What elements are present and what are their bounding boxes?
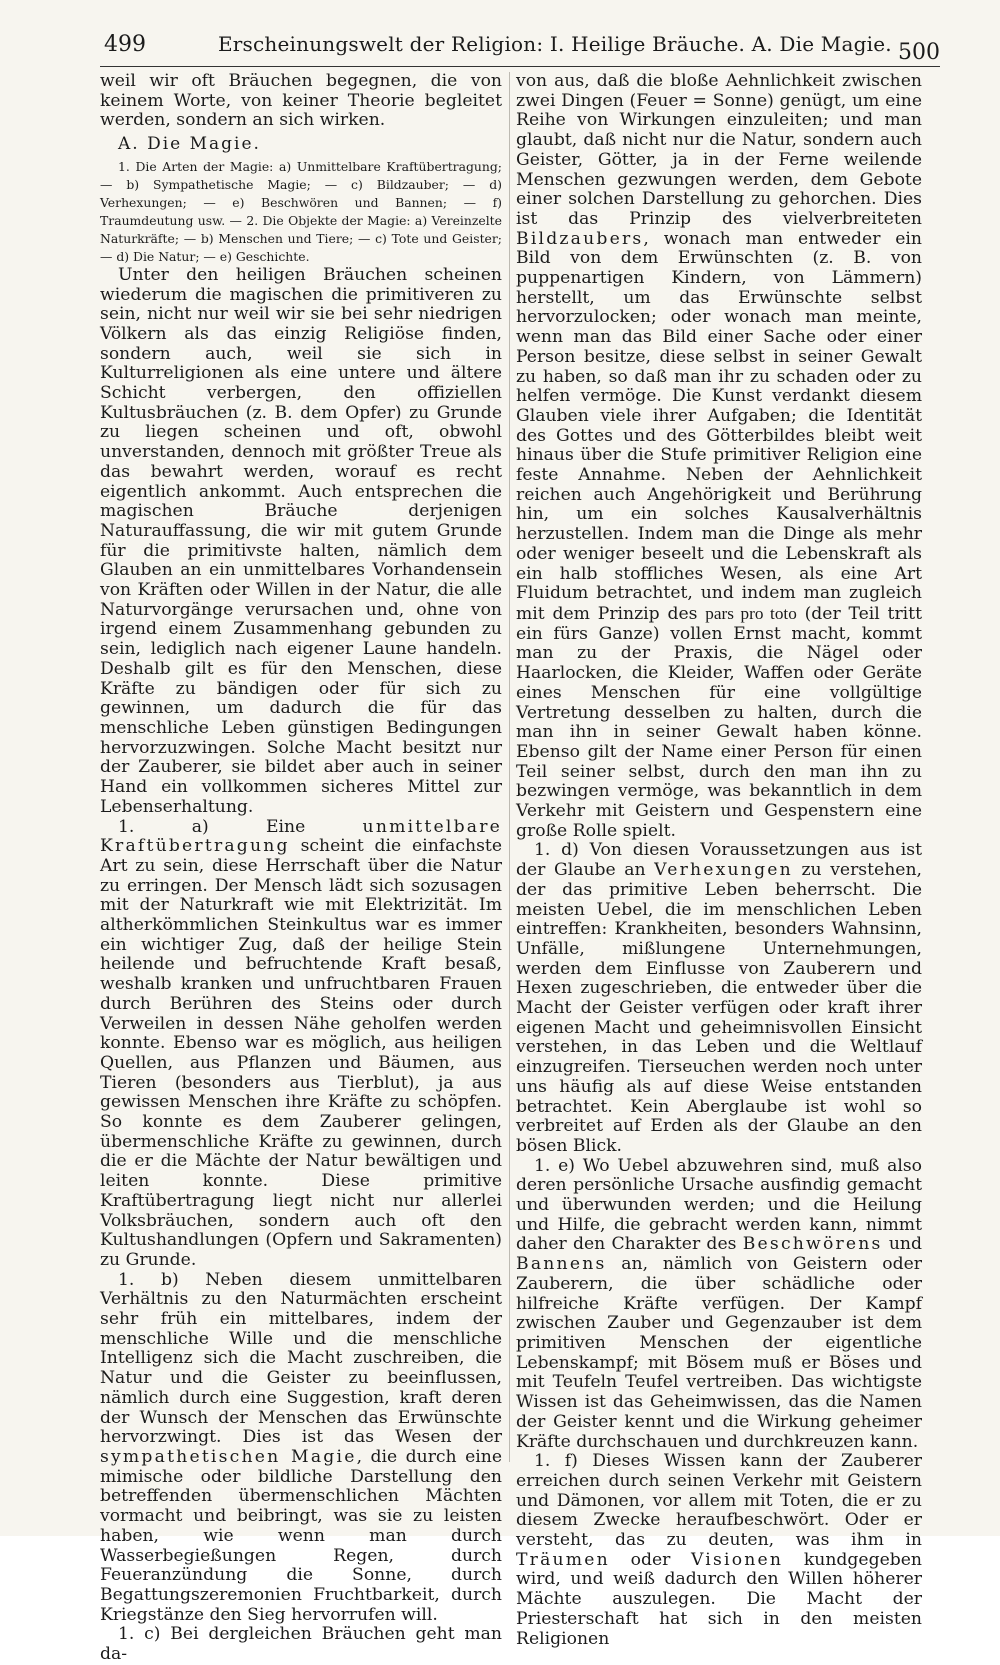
column-divider (509, 72, 510, 1462)
paragraph: weil wir oft Bräuchen begegnen, die von keinem Worte, von keiner Theorie begleitet werden, sondern an sich wirken. (100, 71, 502, 131)
emphasized-term: sympathetischen Magie (100, 1447, 357, 1467)
page-number-right: 500 (898, 40, 940, 65)
paragraph-text: 1. d) Von diesen Voraussetzungen aus ist der Glaube an (516, 840, 922, 881)
paragraph-text: von aus, daß die bloße Aehnlichkeit zwischen zwei Dingen (Feuer = Sonne) genügt, um eine Reihe von Wirkungen einzuleiten; und man glaubt, daß nicht nur die Natur, sondern auch Geister, Götter, ja in der Ferne weilende Menschen gezwungen werden, dem Gebote einer solchen Darstellung zu gehorchen. Dies ist das Prinzip des vielverbreiteten (516, 71, 922, 229)
emphasized-term: unmittelbare Kraftübertragung (100, 816, 502, 857)
paragraph-text: , die durch eine mimische oder bildliche Darstellung den betreffenden übermenschlichen Mächten vormacht und beibringt, was sie zu leisten haben, wie wenn man durch Wasserbegießungen Regen, durch Feueranzündung die Sonne, durch Begattungszeremonien Fruchtbarkeit, durch Kriegstänze den Sieg hervorrufen will. (100, 1447, 502, 1625)
paragraph-text: zu verstehen, der das primitive Leben beherrscht. Die meisten Uebel, die im menschlichen Leben eintreffen: Krankheiten, besonders Wahnsinn, Unfälle, mißlungene Unternehmungen, werden dem Einflusse von Zauberern und Hexen zugeschrieben, die entweder über die Macht der Geister verfügen oder kraft ihrer eigenen Macht und geheimnisvollen Einsicht verstehen, in das Leben und die Weltlauf einzugreifen. Tierseuchen werden noch unter uns häufig als auf diese Weise entstanden betrachtet. Kein Aberglaube ist wohl so verbreitet auf Erden als der Glaube an den bösen Blick. (516, 860, 922, 1156)
left-column (100, 71, 502, 1665)
running-title: Erscheinungswelt der Religion: I. Heilige Bräuche. A. Die Magie. (218, 32, 892, 56)
paragraph-text: 1. b) Neben diesem unmittelbaren Verhältnis zu den Naturmächten erscheint sehr früh ein mittelbares, indem der menschliche Wille und die menschliche Intelligenz sich die Macht zuschreiben, die Natur und die Geister zu beeinflussen, nämlich durch eine Suggestion, kraft deren der Wunsch der Menschen das Erwünschte hervorzwingt. Dies ist das Wesen der (100, 1269, 502, 1448)
emphasized-term: Träumen (516, 1549, 610, 1570)
emphasized-term: Beschwörens (742, 1234, 883, 1255)
paragraph-text: scheint die einfachste Art zu sein, diese Herrschaft über die Natur zu erringen. Der Mensch lädt sich sozusagen mit der Naturkraft wie mit Elektrizität. Im altherkömmlichen Steinkultus war es immer ein wichtiger Zug, daß der heilige Stein heilende und befruchtende Kraft besaß, weshalb kranken und unfruchtbaren Frauen durch Berühren des Steins oder durch Verweilen in dessen Nähe geholfen werden konnte. Ebenso war es möglich, aus heiligen Quellen, aus Pflanzen und Bäumen, aus Tieren (besonders aus Tierblut), ja aus gewissen Menschen ihre Kräfte zu schöpfen. So konnte es dem Zauberer gelingen, übermenschliche Kräfte zu gewinnen, durch die er die Mächte der Natur bewältigen und leiten konnte. Diese primitive Kraftübertragung liegt nicht nur allerlei Volksbräuchen, sondern auch oft den Kultushandlungen (Opfern und Sakramenten) zu Grunde. (100, 836, 502, 1270)
paragraph-text: 1. f) Dieses Wissen kann der Zauberer erreichen durch seinen Verkehr mit Geistern und Dämonen, vor allem mit Toten, die er zu diesem Zwecke heraufbeschwört. Oder er versteht, das zu deuten, was ihm in (516, 1451, 922, 1551)
right-column (516, 71, 923, 1649)
paragraph-text: , wonach man entweder ein Bild von dem Erwünschten (z. B. von puppenartigen Kindern, von Lämmern) herstellt, um das Erwünschte selbst hervorzulocken; oder wonach man meinte, wenn man das Bild einer Sache oder einer Person besitze, diese selbst in seiner Gewalt zu haben, so daß man ihr zu schaden oder zu helfen vermöge. Die Kunst verdankt diesem Glauben viele ihrer Aufgaben; die Identität des Gottes und des Götterbildes bleibt weit hinaus über die Stufe primitiver Religion eine feste Annahme. Neben der Aehnlichkeit reichen auch Angehörigkeit und Berührung hin, um ein solches Kausalverhältnis herzustellen. Indem man die Dinge als mehr oder weniger beseelt und die Lebenskraft als ein halb stoffliches Wesen, als eine Art Fluidum betrachtet, und indem man zugleich mit dem Prinzip des (516, 228, 922, 624)
paragraph: Unter den heiligen Bräuchen scheinen wiederum die magischen die primitiveren zu sein, nicht nur weil wir sie bei sehr niedrigen Völkern als das einzig Religiöse finden, sondern auch, weil sie sich in Kulturreligionen als eine untere und ältere Schicht verbergen, den offiziellen Kultusbräuchen (z. B. dem Opfer) zu Grunde zu liegen scheinen und oft, obwohl unverstanden, dennoch mit größter Treue als das bewahrt werden, worauf es recht eigentlich ankommt. Auch entsprechen die magischen Bräuche derjenigen Naturauffassung, die wir mit gutem Grunde für die primitivste halten, nämlich dem Glauben an ein unmittelbares Vorhandensein von Kräften oder Willen in der Natur, die alle Naturvorgänge verursachen und, ohne von irgend einem Zusammenhang gebunden zu sein, lediglich nach eigener Laune handeln. Deshalb gilt es für den Menschen, diese Kräfte zu bändigen oder für sich zu gewinnen, um dadurch die für das menschliche Leben günstigen Bedingungen hervorzuzwingen. Solche Macht besitzt nur der Zauberer, sie bildet aber auch in seiner Hand ein vollkommen sicheres Mittel zur Lebenserhaltung. (100, 264, 502, 817)
emphasized-term: Bannens (516, 1254, 607, 1275)
paragraph-text: an, nämlich von Geistern oder Zauberern, die über schädliche oder hilfreiche Kräfte verfügen. Der Kampf zwischen Zauber und Gegenzauber ist dem primitiven Menschen der eigentliche Lebenskampf; mit Bösem muß er Böses und mit Teufeln Teufel vertreiben. Das wichtigste Wissen ist das Geheimwissen, das die Namen der Geister kennt und die Wirkung geheimer Kräfte durchschauen und durchkreuzen kann. (516, 1254, 922, 1452)
emphasized-term: Bildzaubers (516, 228, 644, 249)
paragraph (100, 818, 502, 1271)
paragraph (516, 72, 922, 841)
paragraph-text: 1. a) Eine (118, 816, 363, 837)
page-number-left: 499 (104, 32, 146, 57)
emphasized-term: Verhexungen (654, 860, 793, 881)
paragraph-text: kundgegeben wird, und weiß dadurch den Willen höherer Mächte auszulegen. Die Macht der Priesterschaft hat sich in den meisten Religionen (516, 1549, 922, 1649)
paragraph-text: oder (609, 1549, 691, 1570)
paragraph-text: 1. e) Wo Uebel abzuwehren sind, muß also deren persönliche Ursache ausfindig gemacht und überwunden werden; und die Heilung und Hilfe, die gebracht werden kann, nimmt daher den Charakter des (516, 1155, 922, 1255)
paragraph: 1. c) Bei dergleichen Bräuchen geht man da- (100, 1624, 502, 1665)
paragraph (516, 1157, 922, 1453)
paragraph (516, 841, 922, 1156)
paragraph-text: und (882, 1234, 923, 1255)
latin-phrase: pars pro toto (705, 603, 797, 623)
paragraph (100, 1271, 502, 1626)
paragraph (516, 1452, 922, 1649)
section-contents: 1. Die Arten der Magie: a) Unmittelbare Kraftübertragung; — b) Sympathetische Magie; — c) Bildzauber; — d) Verhexungen; — e) Beschwören und Bannen; — f) Traumdeutung usw. — 2. Die Objekte der Magie: a) Vereinzelte Naturkräfte; — b) Menschen und Tiere; — c) Tote und Geister; — d) Die Natur; — e) Geschichte. (100, 158, 502, 264)
section-title: A. Die Magie. (118, 134, 261, 155)
header-rule (100, 66, 940, 67)
paragraph-text: (der Teil tritt ein fürs Ganze) vollen Ernst macht, kommt man zu der Praxis, die Nägel oder Haarlocken, die Kleider, Waffen oder Geräte eines Menschen für eine vollgültige Vertretung desselben zu halten, durch die man ihn in seiner Gewalt haben könne. Ebenso gilt der Name einer Person für einen Teil seiner selbst, durch den man ihn zu bezwingen vermöge, was bekanntlich in dem Verkehr mit Geistern und Gespenstern eine große Rolle spielt. (516, 603, 922, 841)
running-head (100, 28, 940, 64)
emphasized-term: Visionen (691, 1549, 784, 1570)
